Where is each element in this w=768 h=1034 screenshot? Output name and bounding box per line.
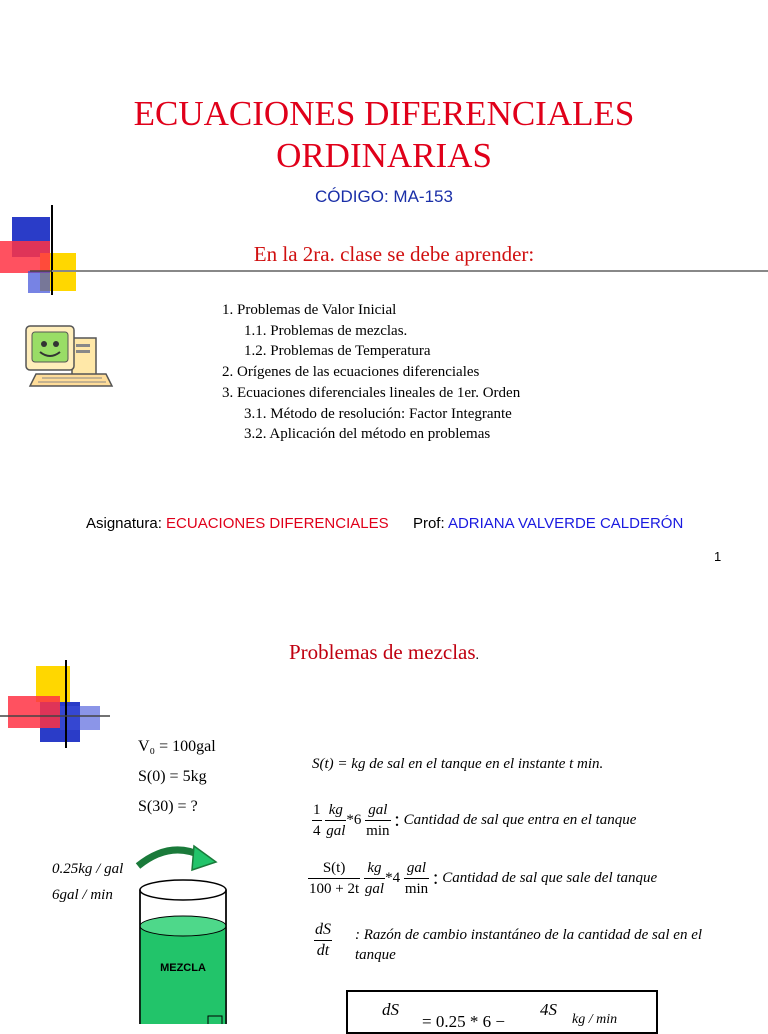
subtitle-rule [52, 270, 768, 272]
inflow-expression: $\frac{1}{4}$ $\frac{kg}{\text{gal}}$ *6 $\frac{\text{gal}}{\min}$ : Cantidad de sal que entra en el tanque [313, 802, 637, 839]
prof-name: ADRIANA VALVERDE CALDERÓN [447, 515, 684, 532]
outflow-desc: Cantidad de sal que sale del tanque [442, 870, 658, 886]
prof-label: Prof: [412, 515, 448, 532]
page-number: 1 [714, 549, 722, 564]
toc-item: 1.2. Problemas de Temperatura [244, 343, 431, 360]
subject-name: ECUACIONES DIFERENCIALES [166, 515, 389, 532]
def-st: S(t) = kg de sal en el tanque en el instante t min. [312, 756, 604, 772]
slide1-footer [86, 515, 683, 532]
inflow-concentration: 0.25kg / gal [52, 861, 124, 877]
toc-item: 2. Orígenes de las ecuaciones diferenciales [222, 364, 480, 381]
eq-mid: = 0.25 * 6 − [422, 1012, 505, 1031]
toc-item: 3.2. Aplicación del método en problemas [244, 426, 491, 443]
given-item: V₀ = 100gal [138, 738, 216, 755]
eq-lhs: dS [382, 1000, 399, 1019]
eq-units: kg / min [572, 1012, 618, 1027]
givens-list [138, 732, 216, 822]
subject-label: Asignatura: [86, 515, 167, 532]
inflow-rate: 6gal / min [52, 887, 113, 903]
slide2-title-text: Problemas de mezclas [288, 640, 476, 664]
corner-decoration-2 [0, 660, 110, 750]
slide1-subtitle: En la 2ra. clase se debe aprender: [253, 242, 535, 266]
eq-rhs: 4S [540, 1000, 557, 1019]
inflow-labels [52, 856, 123, 908]
inflow-desc: Cantidad de sal que entra en el tanque [403, 812, 637, 828]
slide1-title-line2: ORDINARIAS [276, 136, 492, 175]
computer-icon [22, 320, 114, 392]
toc-item: 3.1. Método de resolución: Factor Integrante [244, 405, 512, 422]
slide2-title [0, 640, 768, 665]
toc-item: 1.1. Problemas de mezclas. [244, 322, 408, 339]
given-item: S(30) = ? [138, 798, 198, 815]
slide1-course-code: CÓDIGO: MA-153 [315, 187, 453, 206]
given-item: S(0) = 5kg [138, 768, 207, 785]
slide1-title-line1: ECUACIONES DIFERENCIALES [133, 94, 635, 133]
rate-fraction: $\frac{dS}{dt}$ [315, 921, 331, 959]
rate-desc: : Razón de cambio instantáneo de la cantidad de sal en el tanque [355, 927, 703, 963]
outflow-expression: $\frac{S(t)}{100 + 2t}$ $\frac{kg}{\text{gal}}$ *4 $\frac{\text{gal}}{\min}$ : Cantidad de sal que sale del tanque [309, 860, 658, 897]
slide1-topic-list [222, 300, 520, 445]
equation-box [346, 990, 658, 1034]
slide2-title-period: . [475, 648, 480, 663]
tank-diagram [130, 840, 240, 1024]
toc-item: 3. Ecuaciones diferenciales lineales de 1er. Orden [222, 384, 521, 401]
tank-label: MEZCLA [160, 962, 206, 974]
toc-item: 1. Problemas de Valor Inicial [222, 302, 397, 318]
